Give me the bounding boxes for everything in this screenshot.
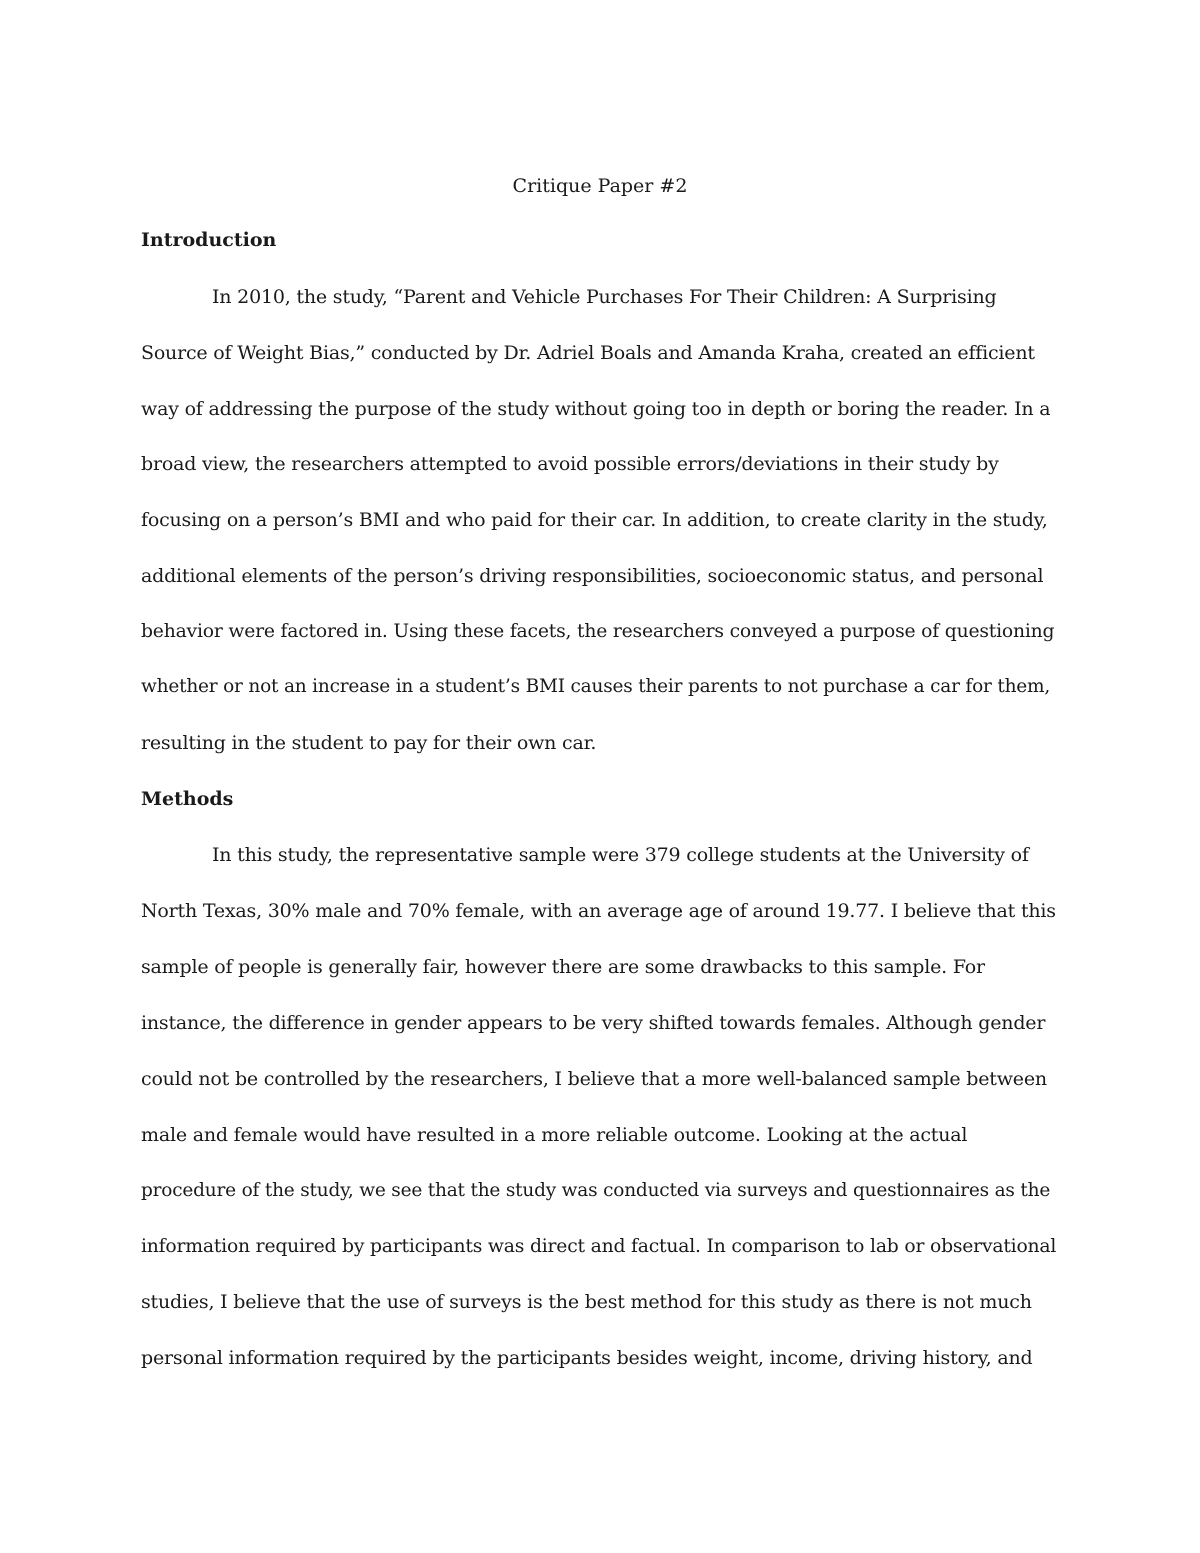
paragraph-line: procedure of the study, we see that the study was conducted via surveys and questionnaires as the	[141, 1180, 1051, 1201]
paragraph-line: information required by participants was direct and factual. In comparison to lab or observational	[141, 1236, 1057, 1257]
section-heading-introduction: Introduction	[141, 229, 277, 251]
paragraph-line: In 2010, the study, “Parent and Vehicle Purchases For Their Children: A Surprising	[212, 286, 997, 308]
paragraph-line: way of addressing the purpose of the study without going too in depth or boring the reader. In a	[141, 398, 1051, 420]
paragraph-line: instance, the difference in gender appears to be very shifted towards females. Although gender	[141, 1012, 1046, 1034]
paragraph-line: studies, I believe that the use of surveys is the best method for this study as there is not much	[141, 1291, 1032, 1313]
paragraph-line: resulting in the student to pay for their own car.	[141, 732, 597, 754]
paragraph-line: broad view, the researchers attempted to avoid possible errors/deviations in their study by	[141, 453, 999, 475]
paragraph-line: personal information required by the participants besides weight, income, driving history, and	[141, 1347, 1033, 1369]
paragraph-line: sample of people is generally fair, however there are some drawbacks to this sample. For	[141, 956, 985, 978]
section-heading-methods: Methods	[141, 788, 234, 810]
paragraph-line: North Texas, 30% male and 70% female, with an average age of around 19.77. I believe that this	[141, 900, 1056, 922]
paragraph-line: Source of Weight Bias,” conducted by Dr. Adriel Boals and Amanda Kraha, created an efficient	[141, 342, 1035, 364]
paragraph-line: whether or not an increase in a student’s BMI causes their parents to not purchase a car for them,	[141, 676, 1051, 697]
paragraph-line: behavior were factored in. Using these facets, the researchers conveyed a purpose of questioning	[141, 621, 1055, 642]
paragraph-line: additional elements of the person’s driving responsibilities, socioeconomic status, and personal	[141, 565, 1044, 587]
document-title: Critique Paper #2	[512, 175, 688, 197]
paragraph-line: focusing on a person’s BMI and who paid for their car. In addition, to create clarity in the study,	[141, 509, 1048, 531]
paragraph-line: In this study, the representative sample were 379 college students at the University of	[212, 844, 1029, 866]
paragraph-line: could not be controlled by the researchers, I believe that a more well-balanced sample between	[141, 1068, 1047, 1090]
paragraph-line: male and female would have resulted in a more reliable outcome. Looking at the actual	[141, 1124, 968, 1146]
